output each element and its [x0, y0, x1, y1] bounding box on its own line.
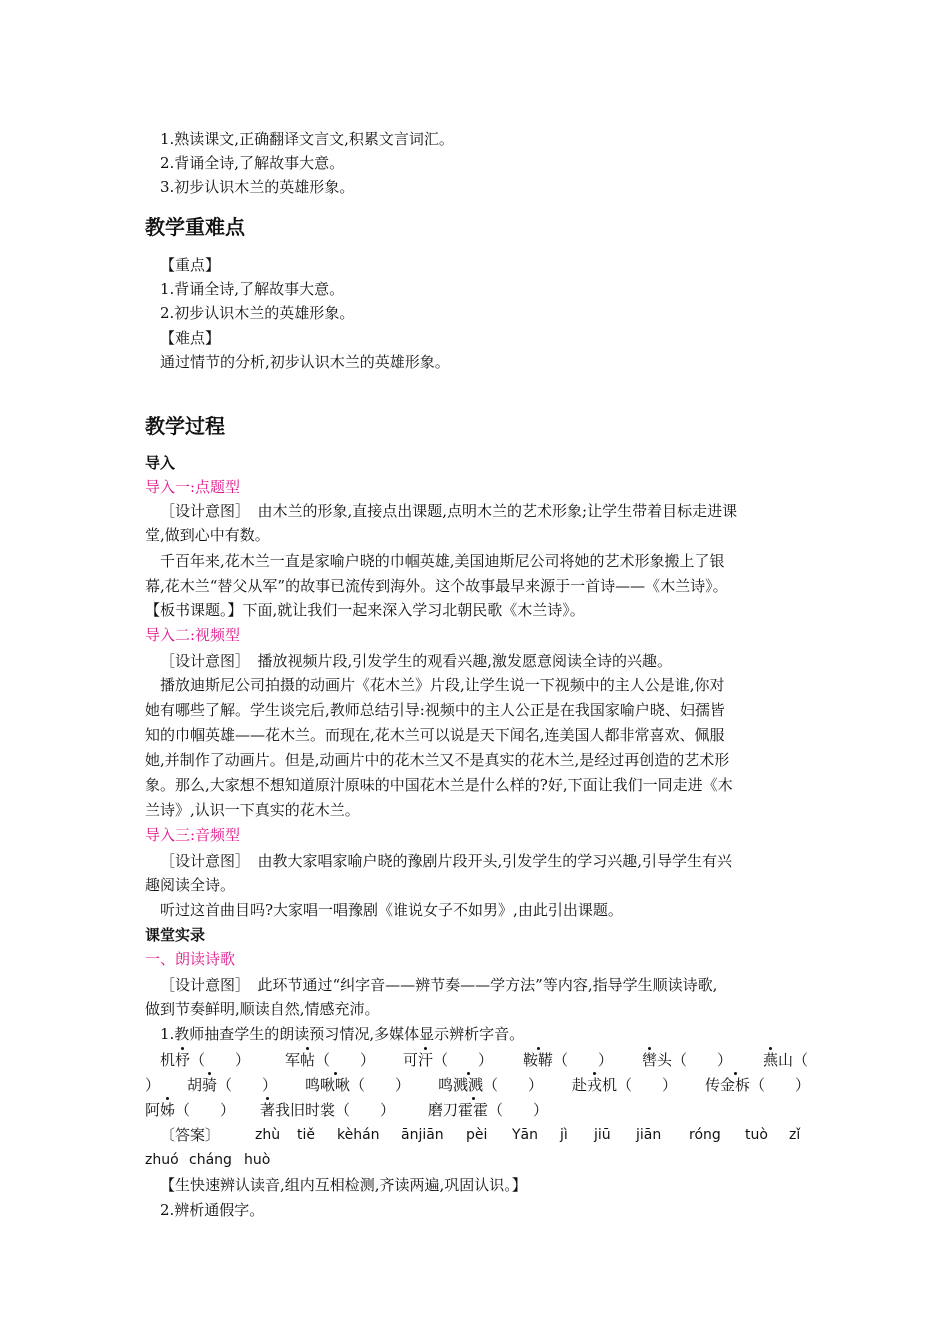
word-item: 机杼（ ） [160, 1051, 251, 1069]
answer-pinyin: ānjiān [401, 1127, 444, 1143]
intro2-line: 她有哪些了解。学生谈完后,教师总结引导:视频中的主人公正是在我国家喻户晓、妇孺皆 [145, 701, 725, 719]
answer-pinyin: jiū [594, 1127, 611, 1143]
intro3-line: ［设计意图］ 由教大家唱家喻户晓的豫剧片段开头,引发学生的学习兴趣,引导学生有兴 [160, 852, 733, 870]
sec1-title: 一、朗读诗歌 [145, 950, 236, 968]
word-item: 军帖（ ） [285, 1051, 376, 1069]
objective-3: 3.初步认识木兰的英雄形象。 [160, 178, 355, 196]
sec1-line: 做到节奏鲜明,顺读自然,情感充沛。 [145, 1000, 380, 1018]
intro1-line: 堂,做到心中有数。 [145, 526, 270, 544]
key-item-2: 2.初步认识木兰的英雄形象。 [160, 304, 355, 322]
word-item: 鸣溅溅（ ） [438, 1076, 544, 1094]
word-item: ） [145, 1076, 161, 1094]
sec1-line: ［设计意图］ 此环节通过“纠字音——辨节奏——学方法”等内容,指导学生顺读诗歌, [160, 976, 718, 994]
intro2-line: 播放迪斯尼公司拍摄的动画片《花木兰》片段,让学生说一下视频中的主人公是谁,你对 [160, 676, 725, 694]
word-item: 可汗（ ） [403, 1051, 494, 1069]
word-item: 磨刀霍霍（ ） [428, 1101, 549, 1119]
hard-text: 通过情节的分析,初步认识木兰的英雄形象。 [160, 353, 450, 371]
answer-pinyin: tuò [745, 1127, 768, 1143]
answer-pinyin: huò [244, 1152, 271, 1168]
intro1-line: 【板书课题。】下面,就让我们一起来深入学习北朝民歌《木兰诗》。 [145, 601, 585, 619]
hard-label: 【难点】 [160, 329, 221, 347]
sec1-line: 1.教师抽查学生的朗读预习情况,多媒体显示辨析字音。 [160, 1025, 525, 1043]
answer-pinyin: Yān [512, 1127, 539, 1143]
answer-pinyin: jiān [636, 1127, 662, 1143]
intro1-line: 千百年来,花木兰一直是家喻户晓的巾帼英雄,美国迪斯尼公司将她的艺术形象搬上了银 [160, 552, 725, 570]
objective-2: 2.背诵全诗,了解故事大意。 [160, 154, 345, 172]
intro1-line: ［设计意图］ 由木兰的形象,直接点出课题,点明木兰的艺术形象;让学生带着目标走进课 [160, 502, 738, 520]
word-item: 燕山（ [763, 1051, 809, 1069]
intro2-title: 导入二:视频型 [145, 626, 241, 644]
answer-pinyin: cháng [189, 1152, 232, 1168]
answer-pinyin: jì [560, 1127, 568, 1143]
answer-pinyin: tiě [297, 1127, 315, 1143]
word-item: 传金柝（ ） [705, 1076, 811, 1094]
answer-pinyin: zǐ [789, 1127, 801, 1143]
answer-pinyin: pèi [466, 1127, 488, 1143]
intro-heading: 导入 [145, 454, 176, 472]
word-item: 胡骑（ ） [187, 1076, 278, 1094]
class-record-heading: 课堂实录 [145, 926, 206, 944]
intro2-line: 她,并制作了动画片。但是,动画片中的花木兰又不是真实的花木兰,是经过再创造的艺术形 [145, 751, 730, 769]
item-2: 2.辨析通假字。 [160, 1201, 265, 1219]
answer-pinyin: zhù [255, 1127, 281, 1143]
answer-pinyin: kèhán [337, 1127, 380, 1143]
section-heading-difficulty: 教学重难点 [145, 215, 245, 239]
intro2-line: ［设计意图］ 播放视频片段,引发学生的观看兴趣,激发愿意阅读全诗的兴趣。 [160, 652, 673, 670]
intro2-line: 象。那么,大家想不想知道原汁原味的中国花木兰是什么样的?好,下面让我们一同走进《木 [145, 776, 733, 794]
objective-1: 1.熟读课文,正确翻译文言文,积累文言词汇。 [160, 130, 454, 148]
word-item: 著我旧时裳（ ） [260, 1101, 396, 1119]
word-item: 赴戎机（ ） [572, 1076, 678, 1094]
intro1-line: 幕,花木兰“替父从军”的故事已流传到海外。这个故事最早来源于一首诗——《木兰诗》。 [145, 577, 728, 595]
word-item: 辔头（ ） [642, 1051, 733, 1069]
intro3-title: 导入三:音频型 [145, 826, 241, 844]
intro3-line: 听过这首曲目吗?大家唱一唱豫剧《谁说女子不如男》,由此引出课题。 [160, 901, 623, 919]
intro2-line: 知的巾帼英雄——花木兰。而现在,花木兰可以说是天下闻名,连美国人都非常喜欢、佩服 [145, 726, 725, 744]
word-item: 鸣啾啾（ ） [305, 1076, 411, 1094]
answer-pinyin: róng [689, 1127, 721, 1143]
word-item: 鞍鞯（ ） [523, 1051, 614, 1069]
answer-pinyin: zhuó [145, 1152, 179, 1168]
intro2-line: 兰诗》,认识一下真实的花木兰。 [145, 801, 360, 819]
answer-label: 〔答案〕 [160, 1126, 221, 1144]
intro1-title: 导入一:点题型 [145, 478, 241, 496]
intro3-line: 趣阅读全诗。 [145, 876, 236, 894]
section-heading-process: 教学过程 [145, 414, 225, 438]
key-item-1: 1.背诵全诗,了解故事大意。 [160, 280, 345, 298]
practice-note: 【生快速辨认读音,组内互相检测,齐读两遍,巩固认识。】 [160, 1176, 527, 1194]
word-item: 阿姊（ ） [145, 1101, 236, 1119]
key-label: 【重点】 [160, 256, 221, 274]
